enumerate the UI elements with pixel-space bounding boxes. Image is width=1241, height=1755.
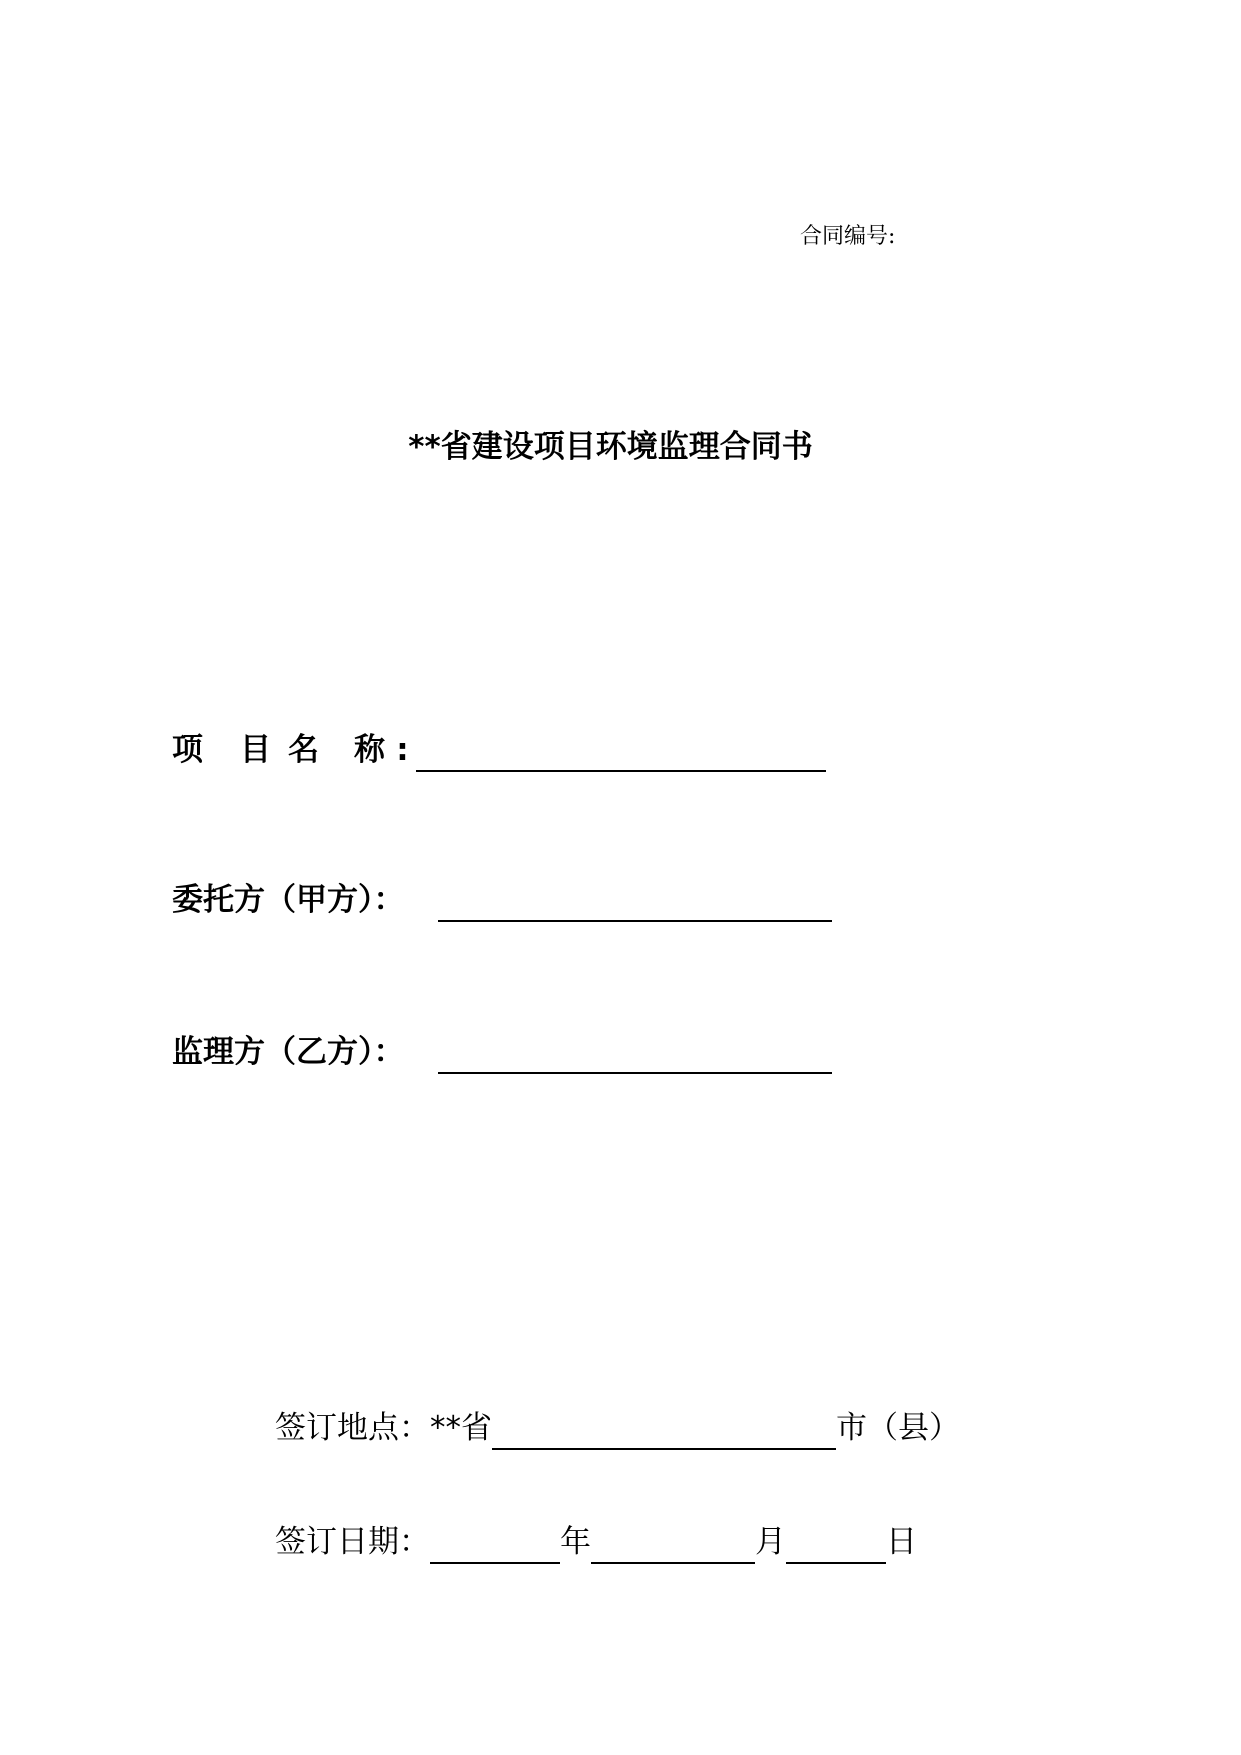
signing-place-row bbox=[275, 1406, 960, 1450]
contract-number-label: 合同编号: bbox=[800, 224, 896, 249]
signing-date-label: 签订日期： bbox=[275, 1524, 430, 1560]
supervisor-row bbox=[172, 1030, 832, 1074]
project-name-char-4: 称 bbox=[354, 732, 385, 768]
signing-day-input-line[interactable] bbox=[786, 1528, 886, 1564]
project-name-char-1: 项 bbox=[172, 732, 203, 768]
signing-place-city-suffix: 市（县） bbox=[836, 1410, 960, 1446]
supervisor-label: 监理方（乙方）： bbox=[172, 1034, 405, 1070]
supervisor-input-line[interactable] bbox=[438, 1036, 832, 1074]
signing-date-row bbox=[275, 1520, 917, 1564]
signing-month-suffix: 月 bbox=[755, 1524, 786, 1560]
project-name-char-3: 名 bbox=[288, 732, 319, 768]
signing-month-input-line[interactable] bbox=[591, 1528, 755, 1564]
project-name-row bbox=[172, 728, 826, 772]
project-name-input-line[interactable] bbox=[416, 734, 826, 772]
signing-place-label: 签订地点： bbox=[275, 1410, 430, 1446]
document-title: **省建设项目环境监理合同书 bbox=[408, 429, 813, 465]
client-label: 委托方（甲方）： bbox=[172, 882, 405, 918]
signing-place-input-line[interactable] bbox=[492, 1414, 836, 1450]
project-name-char-2: 目 bbox=[240, 732, 271, 768]
client-input-line[interactable] bbox=[438, 884, 832, 922]
signing-place-province: **省 bbox=[430, 1410, 492, 1446]
signing-year-input-line[interactable] bbox=[430, 1528, 560, 1564]
signing-year-suffix: 年 bbox=[560, 1524, 591, 1560]
project-name-colon: : bbox=[396, 732, 409, 768]
signing-day-suffix: 日 bbox=[886, 1524, 917, 1560]
client-row bbox=[172, 878, 832, 922]
